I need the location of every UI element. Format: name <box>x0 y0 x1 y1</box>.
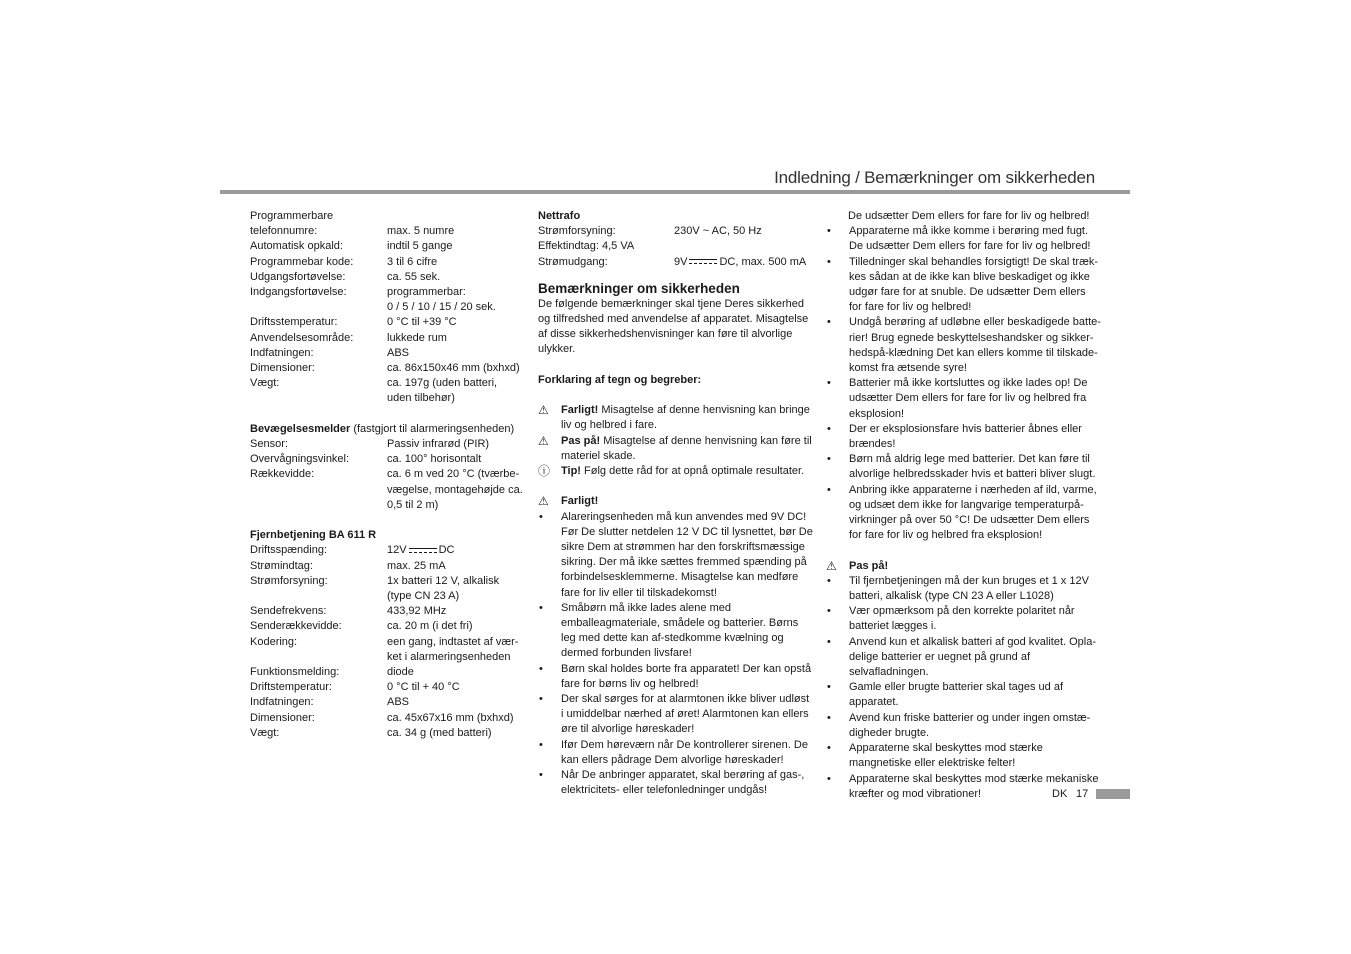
bullet-text: Børn skal holdes borte fra apparatet! Der kan opstå fare for børns liv og helbred! <box>561 662 812 690</box>
spec-label: Strømforsyning: <box>538 225 616 238</box>
spec-value: 1x batteri 12 V, alkalisk <box>387 574 500 587</box>
spec-value: ca. 100° horisontalt <box>387 453 482 466</box>
spec-row <box>250 604 530 619</box>
spec-value <box>387 209 530 224</box>
spec-value: 0 °C til +39 °C <box>387 316 457 329</box>
spec-label: Indgangsfortøvelse: <box>250 286 347 299</box>
bullet-icon: • <box>827 605 831 618</box>
spec-label <box>250 483 387 498</box>
spec-row <box>250 650 530 665</box>
bullet-item <box>826 741 1101 771</box>
spec-row <box>250 452 530 467</box>
bullet-item <box>826 604 1101 634</box>
bullet-icon: • <box>827 453 831 466</box>
bullet-icon: • <box>539 510 543 523</box>
spec-row <box>250 559 530 574</box>
legend-text: Tip! Følg dette råd for at opnå optimale resultater. <box>561 465 805 478</box>
spec-row <box>538 224 813 239</box>
footer-language: DK <box>1052 788 1068 800</box>
bullet-text: Apparaterne skal beskyttes mod stærke mangnetiske eller elektriske felter! <box>849 742 1043 770</box>
spec-value: indtil 5 gange <box>387 240 453 253</box>
spec-row <box>250 376 530 391</box>
spec-label: Sensor: <box>250 438 288 451</box>
spec-label: Automatisk opkald: <box>250 240 343 253</box>
alarm-unit-specs <box>250 209 530 407</box>
nettrafo-specs <box>538 224 813 254</box>
bullet-text: Småbørn må ikke lades alene med emballeagmateriale, smådele og batterier. Børns leg med dette kan af-stedkomme kvælning og dermed forbunden livsfare! <box>561 601 799 660</box>
spec-value: uden tilbehør) <box>387 392 455 405</box>
spec-row <box>250 589 530 604</box>
spec-value: 0 / 5 / 10 / 15 / 20 sek. <box>387 301 496 314</box>
spec-row <box>250 437 530 452</box>
bullet-icon: • <box>827 377 831 390</box>
spec-row <box>538 239 813 254</box>
bullet-icon: • <box>539 601 543 614</box>
bullet-item <box>826 483 1101 544</box>
spec-label: Vægt: <box>250 377 280 390</box>
bullet-item <box>826 680 1101 710</box>
spec-label: Udgangsfortøvelse: <box>250 270 346 283</box>
bullet-text: Der skal sørges for at alarmtonen ikke bliver udløst i umiddelbar nærhed af øret! Alarmtonen kan ellers øre til alvorlige høreskader! <box>561 693 810 736</box>
legend-item <box>538 434 813 464</box>
spec-row <box>250 224 530 239</box>
spec-value: vægelse, montagehøjde ca. <box>387 483 523 496</box>
bullet-icon: • <box>827 742 831 755</box>
bullet-icon: • <box>539 738 543 751</box>
header-rule <box>220 190 1130 194</box>
spec-label: Programmebar kode: <box>250 255 354 268</box>
spec-label: Indfatningen: <box>250 696 314 709</box>
legend-item <box>538 403 813 433</box>
spec-value: ca. 55 sek. <box>387 270 441 283</box>
legend-list <box>538 403 813 479</box>
spec-value: lukkede rum <box>387 331 447 344</box>
spec-value: ca. 86x150x46 mm (bxhxd) <box>387 362 520 375</box>
spec-value: ca. 6 m ved 20 °C (tværbe- <box>387 468 520 481</box>
spec-row <box>250 300 530 315</box>
spec-label: Overvågningsvinkel: <box>250 453 350 466</box>
bullet-icon: • <box>827 574 831 587</box>
spec-value: ket i alarmeringsenheden <box>387 650 511 663</box>
spec-row <box>250 635 530 650</box>
bullet-item <box>538 692 813 738</box>
danger-bullets-continued <box>826 224 1101 543</box>
spec-row <box>250 695 530 710</box>
bullet-item <box>826 574 1101 604</box>
remote-heading: Fjernbetjening BA 611 R <box>250 529 377 542</box>
spec-row <box>250 665 530 680</box>
bullet-text: Ifør Dem høreværn når De kontrollerer sirenen. De kan ellers pådrage Dem alvorlige høreskader! <box>561 738 808 766</box>
spec-label: Senderækkevidde: <box>250 620 342 633</box>
bullet-item <box>826 255 1101 316</box>
spec-value: 230V ~ AC, 50 Hz <box>674 225 762 238</box>
safety-column <box>538 209 813 798</box>
motion-sensor-specs <box>250 437 530 513</box>
warning-icon: ⚠ <box>826 558 837 573</box>
bullet-icon: • <box>539 693 543 706</box>
spec-value: 0,5 til 2 m) <box>387 498 439 511</box>
spec-row <box>250 726 530 741</box>
spec-row <box>250 361 530 376</box>
spec-row <box>250 239 530 254</box>
spec-value: max. 25 mA <box>387 559 446 572</box>
specs-column <box>250 209 530 741</box>
spec-value: ABS <box>387 696 410 709</box>
bullet-icon: • <box>827 681 831 694</box>
legend-text: Farligt! Misagtelse af denne henvisning kan bringe liv og helbred i fare. <box>561 404 810 432</box>
spec-label: Funktionsmelding: <box>250 666 340 679</box>
spec-row <box>250 391 530 406</box>
bullet-text: Batterier må ikke kortsluttes og ikke lades op! De udsætter Dem ellers for fare for liv og helbred fra eksplosion! <box>849 377 1088 420</box>
safety-heading: Bemærkninger om sikkerheden <box>538 280 740 296</box>
caution-heading: ⚠ Pas på! <box>826 558 889 573</box>
bullet-text: Børn må aldrig lege med batterier. Det kan føre til alvorlige helbredsskader hvis et batteri bliver slugt. <box>849 453 1096 481</box>
spec-value: (type CN 23 A) <box>387 590 460 603</box>
motion-sensor-heading: Bevægelsesmelder (fastgjort til alarmeringsenheden) <box>250 422 515 435</box>
bullet-item <box>826 422 1101 452</box>
bullet-text: Vær opmærksom på den korrekte polaritet når batteriet lægges i. <box>849 605 1075 633</box>
spec-row <box>250 483 530 498</box>
bullet-text: Tilledninger skal behandles forsigtigt! De skal træk-kes sådan at de ikke kan blive beskadiget og ikke udgør fare for at snuble. De udsætter Dem ellers for fare for liv og helbred! <box>849 255 1099 314</box>
spec-value: ca. 45x67x16 mm (bxhxd) <box>387 711 514 724</box>
spec-row <box>250 315 530 330</box>
spec-row <box>250 255 530 270</box>
spec-label: Sendefrekvens: <box>250 605 327 618</box>
spec-label: Driftsstemperatur: <box>250 316 338 329</box>
spec-label: Strømindtag: <box>250 559 313 572</box>
bullet-icon: • <box>827 711 831 724</box>
bullet-text: Til fjernbetjeningen må der kun bruges et 1 x 12V batteri, alkalisk (type CN 23 A eller L1028) <box>849 574 1089 603</box>
spec-label: Vægt: <box>250 726 280 739</box>
continued-text: De udsætter Dem ellers for fare for liv og helbred! <box>848 210 1090 222</box>
spec-row <box>250 331 530 346</box>
spec-row <box>250 619 530 634</box>
warning-icon: ⚠ <box>538 433 549 448</box>
bullet-item <box>826 315 1101 376</box>
danger-bullets <box>538 510 813 799</box>
danger-heading: ⚠ Farligt! <box>538 494 599 509</box>
spec-row <box>250 346 530 361</box>
spec-value <box>674 239 813 254</box>
bullet-text: Apparaterne må ikke komme i berøring med fugt. De udsætter Dem ellers for fare for liv og helbred! <box>849 225 1091 253</box>
bullet-icon: • <box>539 662 543 675</box>
spec-label: telefonnumre: <box>250 225 318 238</box>
bullet-text: Gamle eller brugte batterier skal tages ud af apparatet. <box>849 681 1064 709</box>
bullet-icon: • <box>827 772 831 785</box>
spec-row <box>250 711 530 726</box>
bullet-item <box>538 738 813 768</box>
spec-label: Anvendelsesområde: <box>250 331 354 344</box>
remote-specs <box>250 559 530 741</box>
bullet-icon: • <box>539 769 543 782</box>
safety-intro: De følgende bemærkninger skal tjene Deres sikkerhed og tilfredshed med anvendelse af apparatet. Misagtelse af disse sikkerhedshenvisninger kan føre til alvorlige ulykker. <box>538 297 809 356</box>
bullet-icon: • <box>827 422 831 435</box>
bullet-icon: • <box>827 635 831 648</box>
spec-label: Driftstemperatur: <box>250 681 332 694</box>
spec-label <box>250 589 387 604</box>
spec-row <box>250 270 530 285</box>
bullet-icon: • <box>827 255 831 268</box>
bullet-text: Der er eksplosionsfare hvis batterier åbnes eller brændes! <box>849 422 1082 451</box>
page-number: 17 <box>1076 788 1089 800</box>
legend-heading: Forklaring af tegn og begreber: <box>538 373 702 386</box>
bullet-item <box>826 711 1101 741</box>
page-header-title: Indledning / Bemærkninger om sikkerheden <box>774 168 1095 187</box>
bullet-text: Apparaterne skal beskyttes mod stærke mekaniske kræfter og mod vibrationer! <box>849 772 1099 800</box>
spec-label <box>250 300 387 315</box>
spec-value: ABS <box>387 346 410 359</box>
spec-row <box>250 680 530 695</box>
bullet-item <box>826 376 1101 422</box>
spec-row: Driftsspænding: 12V DC <box>250 544 455 557</box>
bullet-item <box>538 510 813 601</box>
bullet-item <box>826 635 1101 681</box>
bullet-item <box>538 768 813 798</box>
spec-label: Programmerbare <box>250 210 334 222</box>
footer-bar <box>1096 789 1130 799</box>
spec-value: 433,92 MHz <box>387 605 447 618</box>
spec-row <box>250 498 530 513</box>
bullet-icon: • <box>827 316 831 329</box>
spec-row <box>250 467 530 482</box>
spec-row: Strømudgang: 9V DC, max. 500 mA <box>538 255 807 268</box>
nettrafo-heading: Nettrafo <box>538 210 581 222</box>
spec-value: ca. 197g (uden batteri, <box>387 377 498 390</box>
bullet-text: Anvend kun et alkalisk batteri af god kvalitet. Opla-delige batterier er uegnet på grund af selvafladningen. <box>849 635 1097 679</box>
spec-value: 0 °C til + 40 °C <box>387 681 460 694</box>
bullet-icon: • <box>827 483 831 496</box>
bullet-item <box>826 452 1101 482</box>
safety-column-continued <box>826 209 1101 802</box>
spec-label <box>250 498 387 513</box>
spec-label: Indfatningen: <box>250 346 314 359</box>
bullet-item <box>826 224 1101 254</box>
spec-row <box>250 285 530 300</box>
spec-value: ca. 20 m (i det fri) <box>387 620 473 633</box>
spec-label: Dimensioner: <box>250 711 315 724</box>
spec-row <box>250 574 530 589</box>
bullet-text: Anbring ikke apparaterne i nærheden af ild, varme, og udsæt dem ikke for langvarige temperaturpå-virkninger på over 50 °C! De udsætter Dem ellers for fare for liv og helbred fra eksplosion! <box>849 483 1097 542</box>
spec-label: Dimensioner: <box>250 362 315 375</box>
bullet-item <box>538 601 813 662</box>
spec-label: Rækkevidde: <box>250 468 315 481</box>
spec-row <box>250 209 530 224</box>
dc-symbol-icon <box>409 548 437 554</box>
spec-value: diode <box>387 666 414 679</box>
bullet-text: Avend kun friske batterier og under ingen omstæ-digheder brugte. <box>849 711 1091 739</box>
spec-value: ca. 34 g (med batteri) <box>387 726 492 739</box>
spec-value: 3 til 6 cifre <box>387 255 438 268</box>
spec-label: Kodering: <box>250 635 298 648</box>
spec-label <box>250 650 387 665</box>
spec-label <box>250 391 387 406</box>
spec-value: max. 5 numre <box>387 225 455 238</box>
legend-text: Pas på! Misagtelse af denne henvisning kan føre til materiel skade. <box>561 434 812 462</box>
bullet-text: Når De anbringer apparatet, skal berøring af gas-, elektricitets- eller telefonledninger undgås! <box>561 769 805 797</box>
spec-value: een gang, indtastet af vær- <box>387 635 519 648</box>
tip-icon: ⓘ <box>538 464 551 479</box>
bullet-item <box>538 662 813 692</box>
spec-label: Effektindtag: 4,5 VA <box>538 240 635 253</box>
bullet-icon: • <box>827 225 831 238</box>
spec-label: Strømforsyning: <box>250 574 328 587</box>
bullet-text: Alareringsenheden må kun anvendes med 9V DC! Før De slutter netdelen 12 V DC til lysnettet, bør De sikre Dem at strømmen har den forskriftsmæssige sikring. Der må ikke sættes fremmed spænding på forbindelsesklemmerne. Misagtelse kan medføre fare for liv eller til tilskadekomst! <box>561 510 813 599</box>
dc-symbol-icon <box>689 259 717 265</box>
legend-item <box>538 464 813 479</box>
caution-bullets <box>826 574 1101 802</box>
spec-value: programmerbar: <box>387 286 466 299</box>
warning-icon: ⚠ <box>538 403 549 418</box>
spec-value: Passiv infrarød (PIR) <box>387 438 490 451</box>
bullet-text: Undgå berøring af udløbne eller beskadigede batte-rier! Brug egnede beskyttelseshandsker og sikker-hedspå-klædning Det kan ellers komme til tilskade-komst fra ætsende syre! <box>849 316 1101 375</box>
warning-icon: ⚠ <box>538 494 549 509</box>
